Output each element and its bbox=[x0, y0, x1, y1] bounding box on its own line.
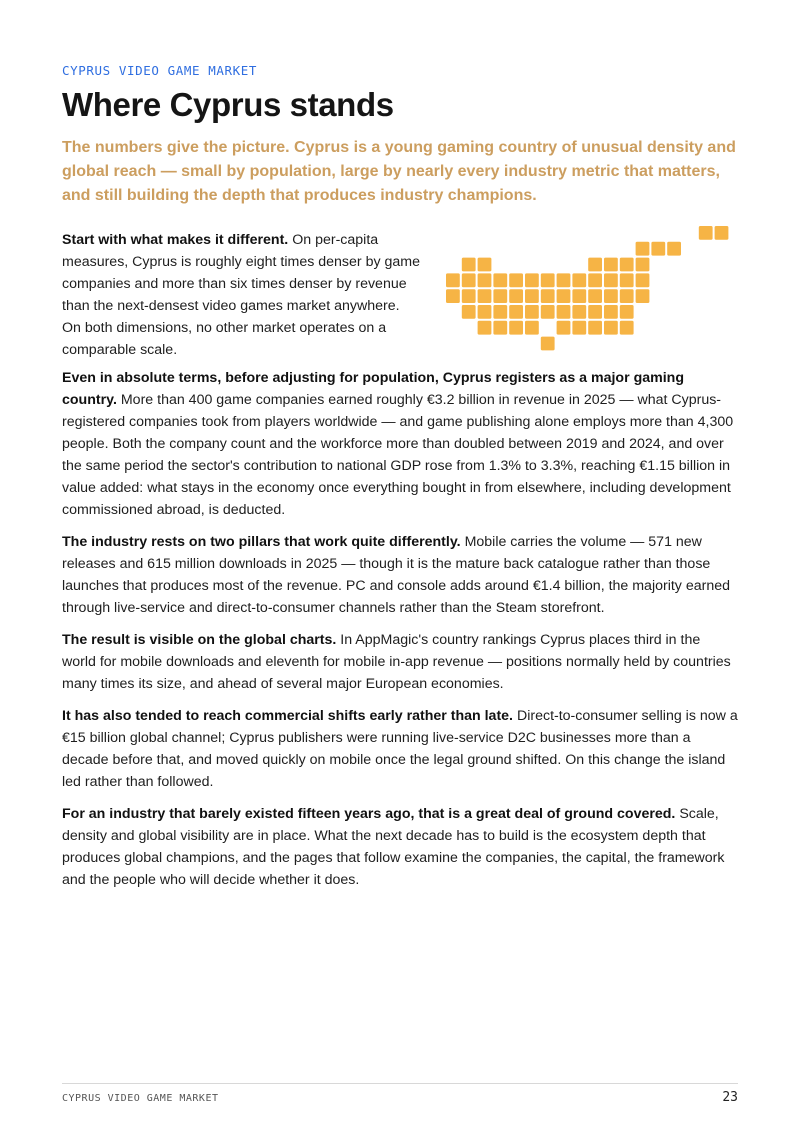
intro-paragraph-block bbox=[62, 229, 422, 371]
map-pixel bbox=[588, 273, 602, 287]
map-pixel bbox=[462, 258, 476, 272]
map-pixel bbox=[636, 258, 650, 272]
map-pixel bbox=[557, 305, 571, 319]
map-pixel bbox=[620, 258, 634, 272]
map-pixel bbox=[588, 258, 602, 272]
map-pixel bbox=[604, 321, 618, 335]
paragraph-text: On per-capita measures, Cyprus is roughly eight times denser by game companies and more than six times denser by revenue than the next-densest video games market anywhere. On both dimensions, no other market operates on a comparable scale. bbox=[62, 232, 420, 358]
paragraph-lead: Even in absolute terms, before adjusting for population, Cyprus registers as a major gaming country. bbox=[62, 370, 685, 408]
map-pixel bbox=[493, 321, 507, 335]
paragraph-text: Direct-to-consumer selling is now a €15 billion global channel; Cyprus publishers were running live-service D2C businesses more than a decade before that, and moved quickly on mobile once the legal ground shifted. On this change the island led rather than followed. bbox=[62, 708, 738, 790]
map-pixel bbox=[572, 305, 586, 319]
map-pixel bbox=[604, 273, 618, 287]
paragraph-lead: The industry rests on two pillars that work quite differently. bbox=[62, 534, 461, 550]
map-pixel bbox=[446, 273, 460, 287]
cyprus-pixel-map-icon bbox=[446, 226, 746, 356]
map-pixel bbox=[604, 289, 618, 303]
map-pixel bbox=[509, 321, 523, 335]
paragraph-text: Mobile carries the volume — 571 new releases and 615 million downloads in 2025 — though it is the mature back catalogue rather than those launches that produces most of the revenue. PC and console adds around €1.4 billion, the majority earned through live-service and direct-to-consumer channels rather than the Steam storefront. bbox=[62, 534, 731, 616]
map-pixel bbox=[493, 289, 507, 303]
body-paragraph bbox=[62, 705, 738, 793]
map-pixel bbox=[525, 289, 539, 303]
map-pixel bbox=[509, 273, 523, 287]
paragraph-text: Scale, density and global visibility are in place. What the next decade has to build is the ecosystem depth that produces global champions, and the pages that follow examine the companies, the capital, the framework and the people who will decide whether it does. bbox=[62, 806, 725, 888]
paragraph-lead: It has also tended to reach commercial shifts early rather than late. bbox=[62, 708, 514, 724]
paragraph-text: In AppMagic's country rankings Cyprus places third in the world for mobile downloads and eleventh for mobile in-app revenue — positions normally held by countries many times its size, and ahead of several major European economies. bbox=[62, 632, 731, 692]
footer-label: CYPRUS VIDEO GAME MARKET bbox=[62, 1093, 219, 1104]
map-pixel bbox=[604, 305, 618, 319]
map-pixel bbox=[620, 305, 634, 319]
map-pixel bbox=[636, 273, 650, 287]
map-pixel bbox=[478, 289, 492, 303]
map-pixel bbox=[620, 273, 634, 287]
map-pixel bbox=[541, 337, 555, 351]
footer-divider bbox=[62, 1083, 738, 1084]
map-pixel bbox=[478, 258, 492, 272]
map-pixel bbox=[509, 289, 523, 303]
document-page bbox=[62, 0, 738, 1132]
map-pixel bbox=[588, 321, 602, 335]
map-pixel bbox=[572, 321, 586, 335]
map-pixel bbox=[509, 305, 523, 319]
map-pixel bbox=[588, 305, 602, 319]
map-pixel bbox=[541, 289, 555, 303]
body-text bbox=[62, 367, 738, 901]
map-pixel bbox=[588, 289, 602, 303]
map-pixel bbox=[462, 273, 476, 287]
map-pixel bbox=[525, 305, 539, 319]
map-pixel bbox=[525, 321, 539, 335]
map-pixel bbox=[557, 321, 571, 335]
map-pixel bbox=[572, 273, 586, 287]
map-pixel bbox=[493, 305, 507, 319]
section-label: CYPRUS VIDEO GAME MARKET bbox=[62, 63, 258, 78]
map-pixel bbox=[541, 305, 555, 319]
body-paragraph bbox=[62, 367, 738, 521]
map-pixel bbox=[604, 258, 618, 272]
map-pixel bbox=[478, 273, 492, 287]
map-pixel bbox=[572, 289, 586, 303]
paragraph-lead: Start with what makes it different. bbox=[62, 232, 289, 248]
map-pixel bbox=[636, 289, 650, 303]
map-pixel bbox=[620, 289, 634, 303]
map-pixel bbox=[557, 273, 571, 287]
body-paragraph bbox=[62, 229, 422, 361]
map-pixel bbox=[620, 321, 634, 335]
body-paragraph bbox=[62, 629, 738, 695]
body-paragraph bbox=[62, 531, 738, 619]
map-pixel bbox=[493, 273, 507, 287]
map-pixel bbox=[699, 226, 713, 240]
map-pixel bbox=[462, 289, 476, 303]
map-pixel bbox=[636, 242, 650, 256]
page-number: 23 bbox=[722, 1090, 738, 1105]
paragraph-text: More than 400 game companies earned roughly €3.2 billion in revenue in 2025 — what Cyprus-registered companies took from players worldwide — and game publishing alone employs more than 4,300 people. Both the company count and the workforce more than doubled between 2019 and 2024, and over the same period the sector's contribution to national GDP rose from 1.3% to 3.3%, reaching €1.15 billion in value added: what stays in the economy once everything bought in from elsewhere, including development commissioned abroad, is deducted. bbox=[62, 392, 734, 518]
body-paragraph bbox=[62, 803, 738, 891]
map-pixel bbox=[557, 289, 571, 303]
lede-paragraph: The numbers give the picture. Cyprus is a young gaming country of unusual density and global reach — small by population, large by nearly every industry metric that matters, and still building the depth that produces industry champions. bbox=[62, 139, 736, 204]
map-pixel bbox=[446, 289, 460, 303]
map-pixel bbox=[478, 321, 492, 335]
map-pixel bbox=[667, 242, 681, 256]
map-pixel bbox=[541, 273, 555, 287]
map-pixel bbox=[651, 242, 665, 256]
map-pixel bbox=[715, 226, 729, 240]
map-pixel bbox=[525, 273, 539, 287]
map-pixel bbox=[462, 305, 476, 319]
map-pixel bbox=[478, 305, 492, 319]
page-title: Where Cyprus stands bbox=[62, 86, 394, 123]
paragraph-lead: The result is visible on the global charts. bbox=[62, 632, 337, 648]
paragraph-lead: For an industry that barely existed fifteen years ago, that is a great deal of ground covered. bbox=[62, 806, 676, 822]
